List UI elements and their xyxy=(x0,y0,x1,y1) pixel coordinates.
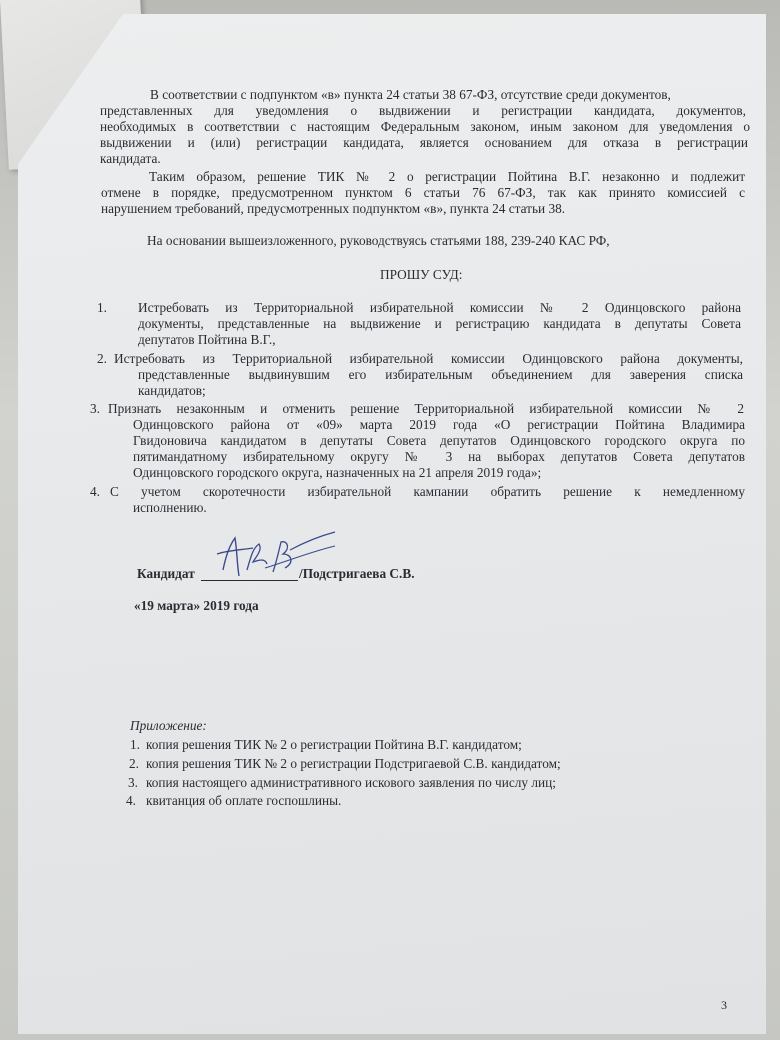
request-1-line-3: депутатов Пойтина В.Г., xyxy=(138,332,276,347)
request-3-line-3: Гвидоновича кандидатом в депутаты Совета депутатов Одинцовского городского округа по xyxy=(133,433,745,448)
intro-p3: На основании вышеизложенного, руководствуясь статьями 188, 239-240 КАС РФ, xyxy=(147,233,610,248)
request-1-line-2: документы, представленные на выдвижение и регистрацию кандидата в депутаты Совета xyxy=(138,316,741,331)
request-3-line-5: Одинцовского городского округа, назначенных на 21 апреля 2019 года»; xyxy=(133,465,542,480)
appendix-2-text: копия решения ТИК № 2 о регистрации Подстригаевой С.В. кандидатом; xyxy=(146,756,561,771)
signature-date: «19 марта» 2019 года xyxy=(134,598,259,613)
appendix-2-number: 2. xyxy=(129,756,139,771)
request-4-line-2: исполнению. xyxy=(133,500,207,515)
intro-p1-line-1: В соответствии с подпунктом «в» пункта 24 статьи 38 67-ФЗ, отсутствие среди документов, xyxy=(150,87,671,102)
intro-p2-line-1: Таким образом, решение ТИК № 2 о регистрации Пойтина В.Г. незаконно и подлежит xyxy=(149,169,745,184)
intro-p2-line-3: нарушением требований, предусмотренных подпунктом «в», пункта 24 статьи 38. xyxy=(101,201,566,216)
appendix-4-number: 4. xyxy=(126,793,136,808)
request-2-number: 2. xyxy=(97,351,107,366)
signature-name: /Подстригаева С.В. xyxy=(299,566,415,581)
appendix-1-text: копия решения ТИК № 2 о регистрации Пойтина В.Г. кандидатом; xyxy=(146,737,522,752)
appendix-title: Приложение: xyxy=(130,718,207,733)
intro-p2-line-2: отмене в порядке, предусмотренном пунктом 6 статьи 76 67-ФЗ, так как принято комиссией с xyxy=(101,185,745,200)
signature-label: Кандидат xyxy=(137,566,195,581)
request-4-line-1: С учетом скоротечности избирательной кампании обратить решение к немедленному xyxy=(110,484,745,499)
request-3-number: 3. xyxy=(90,401,100,416)
intro-p1-line-3: необходимых в соответствии с настоящим Федеральным законом, иным законом для уведомления о xyxy=(100,119,750,134)
request-3-line-2: Одинцовского района от «09» марта 2019 года «О регистрации Пойтина Владимира xyxy=(133,417,745,432)
intro-p1-line-4: выдвижении и (или) регистрации кандидата, является основанием для отказа в регистрации xyxy=(100,135,748,150)
page-number: 3 xyxy=(721,998,727,1012)
request-2-line-3: кандидатов; xyxy=(138,383,206,398)
request-4-number: 4. xyxy=(90,484,100,499)
request-2-line-2: представленные выдвинувшим его избирательным объединением для заверения списка xyxy=(138,367,743,382)
appendix-4-text: квитанция об оплате госпошлины. xyxy=(146,793,342,808)
request-2-line-1: Истребовать из Территориальной избирательной комиссии Одинцовского района документы, xyxy=(114,351,743,366)
appendix-3-text: копия настоящего административного искового заявления по числу лиц; xyxy=(146,775,556,790)
appendix-3-number: 3. xyxy=(128,775,138,790)
request-3-line-1: Признать незаконным и отменить решение Территориальной избирательной комиссии № 2 xyxy=(108,401,744,416)
request-3-line-4: пятимандатному избирательному округу № 3 на выборах депутатов Совета депутатов xyxy=(133,449,745,464)
request-1-line-1: Истребовать из Территориальной избирательной комиссии № 2 Одинцовского района xyxy=(138,300,741,315)
request-1-number: 1. xyxy=(97,300,107,315)
appendix-1-number: 1. xyxy=(130,737,140,752)
intro-p1-line-5: кандидата. xyxy=(100,151,161,166)
intro-p1-line-2: представленных для уведомления о выдвижении и регистрации кандидата, документов, xyxy=(100,103,746,118)
handwritten-signature xyxy=(195,520,345,590)
request-heading: ПРОШУ СУД: xyxy=(380,267,463,282)
